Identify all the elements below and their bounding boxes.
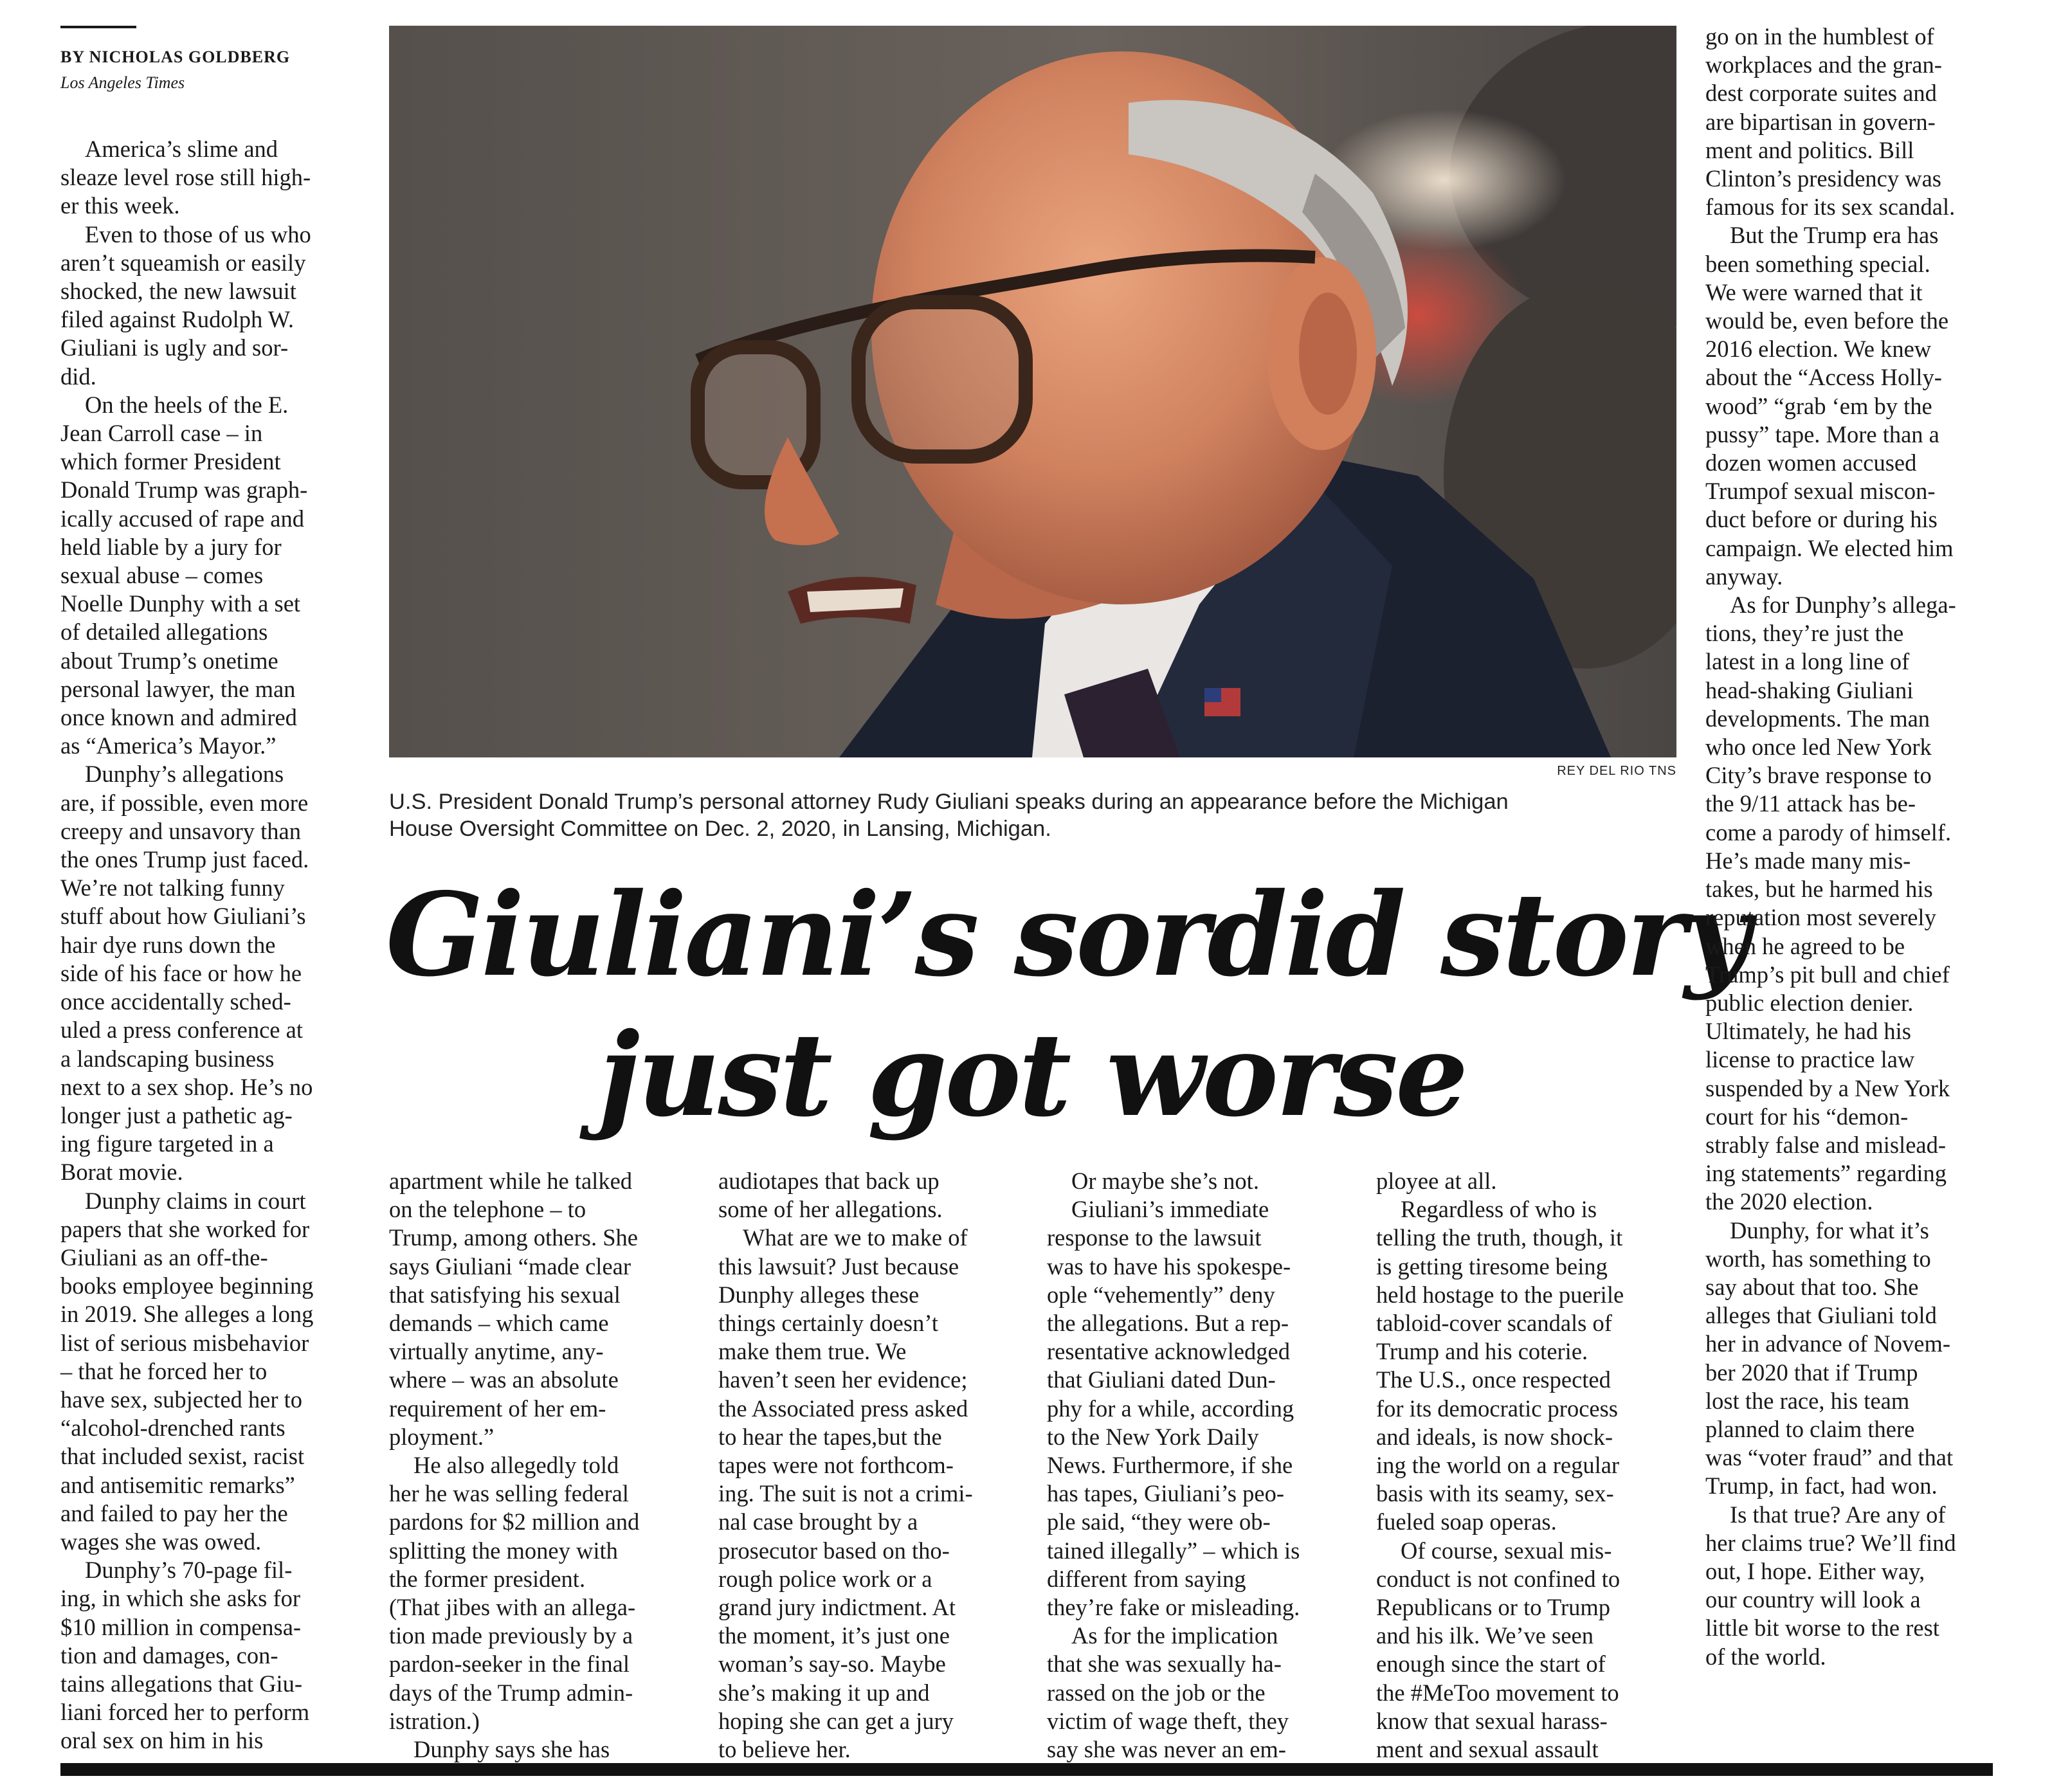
body-text-line: next to a sex shop. He’s no xyxy=(60,1073,313,1100)
body-text-line: dest corporate suites and xyxy=(1705,80,1937,107)
body-text-line: worth, has something to xyxy=(1705,1245,1931,1272)
body-text-line: We’re not talking funny xyxy=(60,874,285,901)
top-rule xyxy=(60,26,136,28)
body-text-line: Trump, among others. She xyxy=(389,1224,638,1251)
body-text-line: requirement of her em- xyxy=(389,1395,606,1422)
body-text-line: that included sexist, racist xyxy=(60,1443,305,1470)
body-text-line: – that he forced her to xyxy=(60,1357,268,1384)
body-text-line: aren’t squeamish or easily xyxy=(60,249,306,276)
body-text-line: about the “Access Holly- xyxy=(1705,364,1942,391)
body-text-line: anyway. xyxy=(1705,563,1783,590)
body-text-line: fueled soap operas. xyxy=(1376,1508,1557,1535)
body-text-line: head-shaking Giuliani xyxy=(1705,676,1914,703)
body-text-line: 2016 election. We knew xyxy=(1705,336,1932,363)
body-text-line: the ones Trump just faced. xyxy=(60,846,309,873)
body-text-line: her he was selling federal xyxy=(389,1480,629,1507)
article-column-3 xyxy=(718,1167,1021,1764)
body-text-line: is getting tiresome being xyxy=(1376,1253,1608,1280)
body-text-line: lost the race, his team xyxy=(1705,1387,1910,1414)
body-text-line: when he agreed to be xyxy=(1705,932,1905,959)
body-text-line: pardons for $2 million and xyxy=(389,1508,640,1535)
body-text-line: this lawsuit? Just because xyxy=(718,1253,959,1280)
body-text-line: woman’s say-so. Maybe xyxy=(718,1651,946,1678)
body-text-line: As for Dunphy’s allega- xyxy=(1730,592,1956,619)
body-text-line: Trump’s pit bull and chief xyxy=(1705,961,1950,988)
body-text-line: her claims true? We’ll find xyxy=(1705,1529,1956,1556)
body-text-line: to hear the tapes,but the xyxy=(718,1423,942,1450)
body-text-line: ployment.” xyxy=(389,1423,495,1450)
body-text-line: Dunphy claims in court xyxy=(85,1187,306,1214)
body-text-line: public election denier. xyxy=(1705,989,1914,1016)
body-text-line: that Giuliani dated Dun- xyxy=(1047,1366,1276,1393)
body-text-line: haven’t seen her evidence; xyxy=(718,1366,968,1393)
body-text-line: Trump, in fact, had won. xyxy=(1705,1472,1938,1499)
body-text-line: sexual abuse – comes xyxy=(60,562,264,589)
body-text-line: a landscaping business xyxy=(60,1045,275,1072)
body-text-line: splitting the money with xyxy=(389,1537,618,1564)
body-text-line: takes, but he harmed his xyxy=(1705,876,1933,903)
body-text-line: say about that too. She xyxy=(1705,1273,1919,1300)
body-text-line: papers that she worked for xyxy=(60,1215,310,1242)
body-text-line: days of the Trump admin- xyxy=(389,1679,633,1706)
body-text-line: to the New York Daily xyxy=(1047,1423,1259,1450)
byline-author: BY NICHOLAS GOLDBERG xyxy=(60,48,291,66)
body-text-line: say she was never an em- xyxy=(1047,1736,1286,1763)
body-text-line: our country will look a xyxy=(1705,1586,1921,1613)
body-text-line: personal lawyer, the man xyxy=(60,675,296,702)
body-text-line: alleges that Giuliani told xyxy=(1705,1302,1937,1329)
body-text-line: Dunphy alleges these xyxy=(718,1281,920,1308)
body-text-line: the Associated press asked xyxy=(718,1395,968,1422)
body-text-line: out, I hope. Either way, xyxy=(1705,1557,1925,1584)
body-text-line: Even to those of us who xyxy=(85,221,311,248)
body-text-line: tapes were not forthcom- xyxy=(718,1452,954,1479)
body-text-line: court for his “demon- xyxy=(1705,1103,1909,1130)
body-text-line: ployee at all. xyxy=(1376,1168,1497,1194)
body-text-line: ple said, “they were ob- xyxy=(1047,1508,1271,1535)
body-text-line: We were warned that it xyxy=(1705,278,1923,305)
body-text-line: Giuliani’s immediate xyxy=(1071,1196,1269,1223)
article-column-4 xyxy=(1047,1167,1349,1764)
body-text-line: America’s slime and xyxy=(85,136,278,162)
body-text-line: (That jibes with an allega- xyxy=(389,1594,636,1621)
body-text-line: Dunphy, for what it’s xyxy=(1730,1217,1929,1244)
article-column-5 xyxy=(1376,1167,1678,1764)
body-text-line: once accidentally sched- xyxy=(60,988,291,1015)
body-text-line: basis with its seamy, sex- xyxy=(1376,1480,1614,1507)
body-text-line: dozen women accused xyxy=(1705,449,1917,476)
body-text-line: know that sexual harass- xyxy=(1376,1707,1608,1734)
body-text-line: she’s making it up and xyxy=(718,1679,930,1706)
body-text-line: and his ilk. We’ve seen xyxy=(1376,1622,1593,1649)
body-text-line: for its democratic process xyxy=(1376,1395,1619,1422)
body-text-line: News. Furthermore, if she xyxy=(1047,1452,1293,1479)
body-text-line: wages she was owed. xyxy=(60,1528,262,1555)
body-text-line: little bit worse to the rest xyxy=(1705,1615,1939,1642)
headline xyxy=(386,865,1748,1145)
body-text-line: Ultimately, he had his xyxy=(1705,1018,1911,1045)
body-text-line: in 2019. She alleges a long xyxy=(60,1301,314,1328)
body-text-line: Noelle Dunphy with a set xyxy=(60,590,301,617)
body-text-line: latest in a long line of xyxy=(1705,648,1910,675)
body-text-line: On the heels of the E. xyxy=(85,391,289,418)
body-text-line: has tapes, Giuliani’s peo- xyxy=(1047,1480,1284,1507)
body-text-line: Dunphy’s allegations xyxy=(85,761,284,788)
body-text-line: shocked, the new lawsuit xyxy=(60,278,296,305)
body-text-line: tained illegally” – which is xyxy=(1047,1537,1300,1564)
body-text-line: Dunphy says she has xyxy=(413,1736,610,1763)
body-text-line: Republicans or to Trump xyxy=(1376,1594,1611,1621)
photo-credit: REY DEL RIO TNS xyxy=(1557,764,1676,778)
article-column-2 xyxy=(389,1167,691,1764)
body-text-line: hoping she can get a jury xyxy=(718,1707,954,1734)
body-text-line: Borat movie. xyxy=(60,1159,183,1186)
body-text-line: City’s brave response to xyxy=(1705,762,1932,789)
body-text-line: the 9/11 attack has be- xyxy=(1705,790,1916,817)
body-text-line: where – was an absolute xyxy=(389,1366,619,1393)
body-text-line: the 2020 election. xyxy=(1705,1188,1873,1215)
photo-caption xyxy=(389,788,1682,842)
body-text-line: have sex, subjected her to xyxy=(60,1386,303,1413)
body-text-line: tabloid-cover scandals of xyxy=(1376,1310,1612,1337)
body-text-line: which former President xyxy=(60,448,281,475)
body-text-line: rassed on the job or the xyxy=(1047,1679,1266,1706)
body-text-line: rough police work or a xyxy=(718,1565,932,1592)
body-text-line: and ideals, is now shock- xyxy=(1376,1423,1613,1450)
body-text-line: famous for its sex scandal. xyxy=(1705,194,1956,221)
body-text-line: $10 million in compensa- xyxy=(60,1613,302,1640)
body-text-line: her in advance of Novem- xyxy=(1705,1330,1951,1357)
body-text-line: longer just a pathetic ag- xyxy=(60,1101,293,1128)
body-text-line: Jean Carroll case – in xyxy=(60,420,263,447)
body-text-line: filed against Rudolph W. xyxy=(60,306,294,333)
body-text-line: sleaze level rose still high- xyxy=(60,164,311,191)
byline-outlet: Los Angeles Times xyxy=(60,73,185,92)
body-text-line: was “voter fraud” and that xyxy=(1705,1444,1954,1471)
body-text-line: Is that true? Are any of xyxy=(1730,1501,1946,1528)
body-text-line: tion and damages, con- xyxy=(60,1642,278,1669)
body-text-line: they’re fake or misleading. xyxy=(1047,1594,1300,1621)
body-text-line: that she was sexually ha- xyxy=(1047,1651,1282,1678)
body-text-line: phy for a while, according xyxy=(1047,1395,1294,1422)
body-text-line: Giuliani as an off-the- xyxy=(60,1244,268,1271)
body-text-line: Or maybe she’s not. xyxy=(1071,1168,1259,1194)
body-text-line: about Trump’s onetime xyxy=(60,647,278,674)
body-text-line: side of his face or how he xyxy=(60,959,302,986)
body-text-line: who once led New York xyxy=(1705,734,1932,761)
body-text-line: wood” “grab ‘em by the xyxy=(1705,392,1932,419)
body-text-line: as “America’s Mayor.” xyxy=(60,732,277,759)
body-text-line: hair dye runs down the xyxy=(60,931,276,958)
body-text-line: tion made previously by a xyxy=(389,1622,633,1649)
body-text-line: says Giuliani “made clear xyxy=(389,1253,631,1280)
article-column-1 xyxy=(60,135,363,1755)
body-text-line: apartment while he talked xyxy=(389,1168,633,1194)
body-text-line: As for the implication xyxy=(1071,1622,1278,1649)
body-text-line: developments. The man xyxy=(1705,705,1930,732)
body-text-line: ing figure targeted in a xyxy=(60,1130,274,1157)
body-text-line: pardon-seeker in the final xyxy=(389,1651,630,1678)
body-text-line: of detailed allegations xyxy=(60,619,268,646)
body-text-line: grand jury indictment. At xyxy=(718,1594,956,1621)
body-text-line: nal case brought by a xyxy=(718,1508,918,1535)
body-text-line: Clinton’s presidency was xyxy=(1705,165,1941,192)
body-text-line: But the Trump era has xyxy=(1730,222,1939,249)
body-text-line: What are we to make of xyxy=(743,1224,968,1251)
body-text-line: did. xyxy=(60,363,96,390)
body-text-line: planned to claim there xyxy=(1705,1415,1915,1442)
body-text-line: Donald Trump was graph- xyxy=(60,476,308,503)
body-text-line: ing statements” regarding xyxy=(1705,1160,1947,1187)
body-text-line: telling the truth, though, it xyxy=(1376,1224,1623,1251)
body-text-line: books employee beginning xyxy=(60,1272,314,1299)
body-text-line: Of course, sexual mis- xyxy=(1401,1537,1612,1564)
photo-illustration xyxy=(389,26,1676,757)
body-text-line: Giuliani is ugly and sor- xyxy=(60,334,289,361)
body-text-line: ically accused of rape and xyxy=(60,505,304,532)
body-text-line: pussy” tape. More than a xyxy=(1705,421,1939,448)
body-text-line: response to the lawsuit xyxy=(1047,1224,1262,1251)
article-photo xyxy=(389,26,1676,757)
body-text-line: victim of wage theft, they xyxy=(1047,1707,1289,1734)
body-text-line: oral sex on him in his xyxy=(60,1727,264,1754)
body-text-line: come a parody of himself. xyxy=(1705,819,1952,846)
body-text-line: ment and politics. Bill xyxy=(1705,136,1914,163)
body-text-line: are, if possible, even more xyxy=(60,789,309,816)
body-text-line: He’s made many mis- xyxy=(1705,847,1911,874)
body-text-line: demands – which came xyxy=(389,1310,609,1337)
body-text-line: tains allegations that Giu- xyxy=(60,1670,303,1697)
body-text-line: that satisfying his sexual xyxy=(389,1281,621,1308)
article-column-6 xyxy=(1705,23,2008,1671)
body-text-line: creepy and unsavory than xyxy=(60,817,301,844)
body-text-line: liani forced her to perform xyxy=(60,1699,310,1726)
body-text-line: Dunphy’s 70-page fil- xyxy=(85,1557,293,1584)
body-text-line: make them true. We xyxy=(718,1338,907,1365)
body-text-line: been something special. xyxy=(1705,250,1930,277)
body-text-line: virtually anytime, any- xyxy=(389,1338,604,1365)
body-text-line: go on in the humblest of xyxy=(1705,23,1934,50)
body-text-line: of the world. xyxy=(1705,1643,1826,1670)
body-text-line: to believe her. xyxy=(718,1736,851,1763)
bottom-rule xyxy=(60,1763,1993,1776)
body-text-line: ment and sexual assault xyxy=(1376,1736,1599,1763)
headline-line-1: Giuliani’s sordid story xyxy=(386,867,1748,1002)
body-text-line: “alcohol-drenched rants xyxy=(60,1415,286,1442)
body-text-line: Trumpof sexual miscon- xyxy=(1705,478,1936,505)
body-text-line: suspended by a New York xyxy=(1705,1074,1950,1101)
body-text-line: held hostage to the puerile xyxy=(1376,1281,1624,1308)
body-text-line: audiotapes that back up xyxy=(718,1168,940,1194)
body-text-line: resentative acknowledged xyxy=(1047,1338,1291,1365)
body-text-line: different from saying xyxy=(1047,1565,1246,1592)
body-text-line: Trump and his coterie. xyxy=(1376,1338,1588,1365)
body-text-line: things certainly doesn’t xyxy=(718,1310,938,1337)
body-text-line: are bipartisan in govern- xyxy=(1705,108,1936,135)
body-text-line: some of her allegations. xyxy=(718,1196,943,1223)
body-text-line: uled a press conference at xyxy=(60,1017,303,1044)
body-text-line: workplaces and the gran- xyxy=(1705,51,1942,78)
body-text-line: on the telephone – to xyxy=(389,1196,586,1223)
body-text-line: strably false and mislead- xyxy=(1705,1131,1947,1158)
body-text-line: ing. The suit is not a crimi- xyxy=(718,1480,973,1507)
body-text-line: er this week. xyxy=(60,192,180,219)
body-text-line: stuff about how Giuliani’s xyxy=(60,903,306,930)
body-text-line: reputation most severely xyxy=(1705,904,1936,931)
body-text-line: list of serious misbehavior xyxy=(60,1329,309,1356)
body-text-line: conduct is not confined to xyxy=(1376,1565,1621,1592)
body-text-line: license to practice law xyxy=(1705,1046,1915,1073)
body-text-line: would be, even before the xyxy=(1705,307,1949,334)
body-text-line: the #MeToo movement to xyxy=(1376,1679,1619,1706)
body-text-line: and failed to pay her the xyxy=(60,1499,288,1526)
body-text-line: He also allegedly told xyxy=(413,1452,619,1479)
body-text-line: tions, they’re just the xyxy=(1705,620,1904,647)
body-text-line: and antisemitic remarks” xyxy=(60,1471,295,1498)
body-text-line: ople “vehemently” deny xyxy=(1047,1281,1275,1308)
body-text-line: campaign. We elected him xyxy=(1705,534,1954,561)
body-text-line: istration.) xyxy=(389,1707,480,1734)
headline-line-2: just got worse xyxy=(598,1008,1466,1142)
caption-line: House Oversight Committee on Dec. 2, 2020, in Lansing, Michigan. xyxy=(389,817,1051,841)
body-text-line: Regardless of who is xyxy=(1401,1196,1597,1223)
body-text-line: duct before or during his xyxy=(1705,506,1938,533)
body-text-line: once known and admired xyxy=(60,704,297,731)
body-text-line: The U.S., once respected xyxy=(1376,1366,1611,1393)
body-text-line: the former president. xyxy=(389,1565,586,1592)
body-text-line: ing, in which she asks for xyxy=(60,1585,301,1612)
caption-line: U.S. President Donald Trump’s personal attorney Rudy Giuliani speaks during an appearance before the Michigan xyxy=(389,790,1509,814)
body-text-line: was to have his spokespe- xyxy=(1047,1253,1291,1280)
body-text-line: the allegations. But a rep- xyxy=(1047,1310,1289,1337)
body-text-line: held liable by a jury for xyxy=(60,533,282,560)
body-text-line: ber 2020 that if Trump xyxy=(1705,1359,1918,1386)
body-text-line: ing the world on a regular xyxy=(1376,1452,1620,1479)
body-text-line: the moment, it’s just one xyxy=(718,1622,950,1649)
body-text-line: enough since the start of xyxy=(1376,1651,1606,1678)
body-text-line: prosecutor based on tho- xyxy=(718,1537,950,1564)
